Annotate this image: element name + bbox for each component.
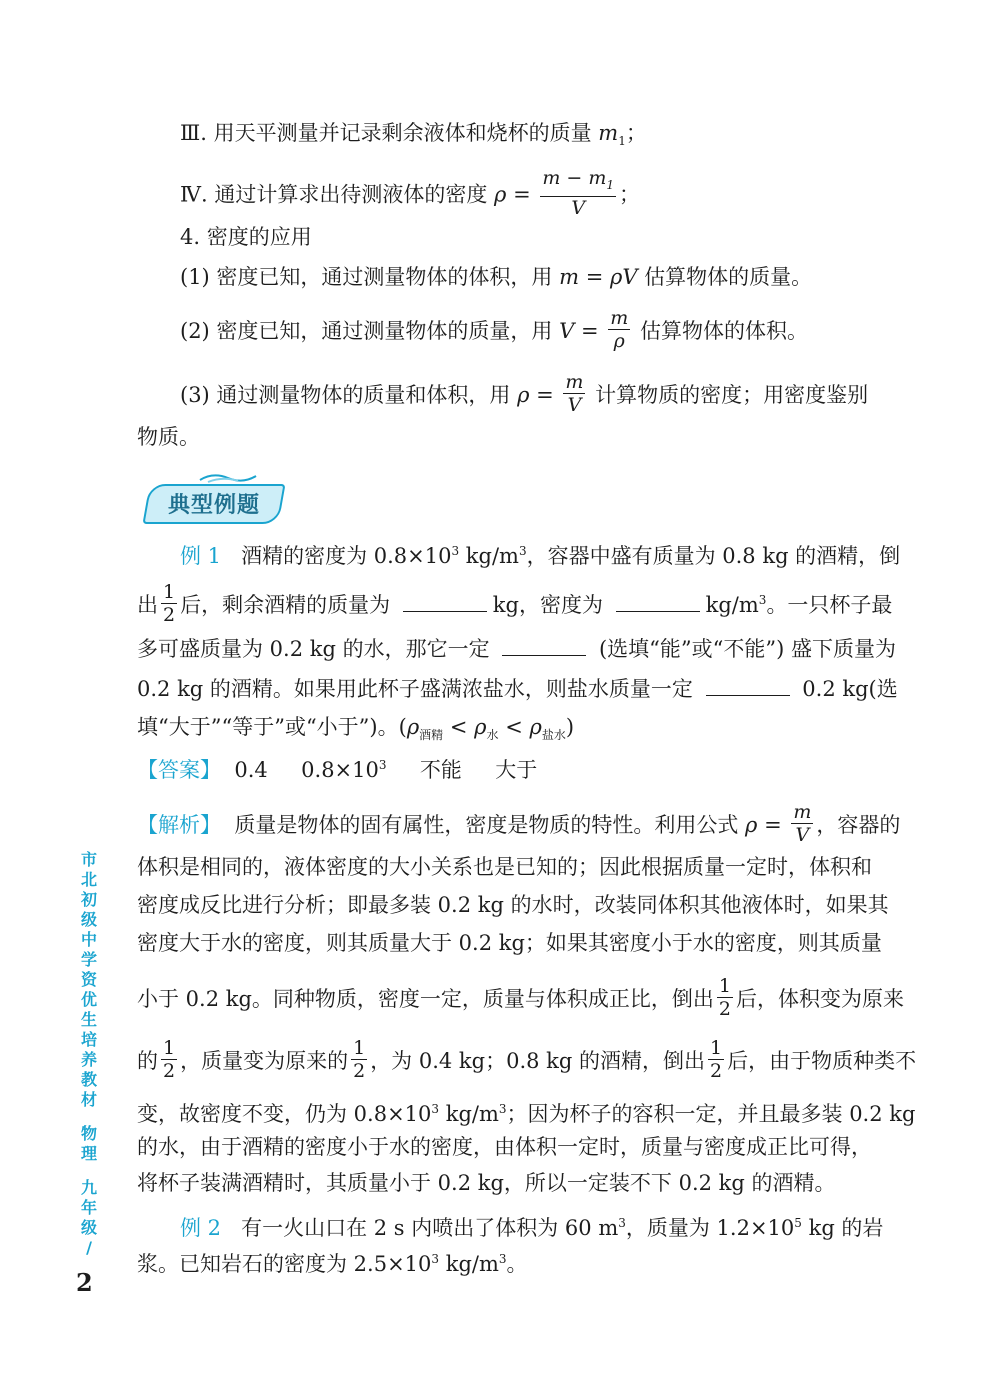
example-2-label: 例 2	[180, 1216, 222, 1240]
analysis-line-3: 密度成反比进行分析；即最多装 0.2 kg 的水时，改装同体积其他液体时，如果其	[137, 893, 889, 917]
analysis-line-9: 将杯子装满酒精时，其质量小于 0.2 kg，所以一定装不下 0.2 kg 的酒精。	[137, 1171, 836, 1195]
analysis-line-6: 的 $\frac{1}{2}$ ，质量变为原来的 $\frac{1}{2}$ ，为 0.4 kg；0.8 kg 的酒精，倒出 $\frac{1}{2}$ 后，由于物质种类不	[137, 1037, 917, 1082]
answer-label: 【答案】	[137, 758, 221, 782]
density-fraction: $\frac{m - m_1}{V}$	[542, 167, 615, 219]
step-3: Ⅲ. 用天平测量并记录剩余液体和烧杯的质量 $m_1$；	[180, 121, 647, 149]
analysis-label: 【解析】	[137, 813, 221, 837]
analysis-line-7: 变，故密度不变，仍为 $0.8\times 10^3$ $kg/m^3$；因为杯子的容积一定，并且最多装 0.2 kg	[137, 1102, 916, 1126]
volume-fraction: $\frac{m}{\rho}$	[610, 307, 629, 352]
example-1-label: 例 1	[180, 544, 222, 568]
answer-blank-2[interactable]	[616, 591, 700, 612]
example-2-line-1: 例 2 有一火山口在 2 s 内喷出了体积为 60 $m^3$，质量为 $1.2\times 10^5$ kg 的岩	[180, 1216, 884, 1240]
example-2-line-2: 浆。已知岩石的密度为 $2.5\times 10^3$ $kg/m^3$。	[137, 1252, 528, 1276]
page-number: 2	[76, 1268, 93, 1297]
example-1-line-4: 0.2 kg 的酒精。如果用此杯子盛满浓盐水，则盐水质量一定 0.2 kg(选	[137, 677, 898, 701]
section-4-title: 4. 密度的应用	[180, 225, 312, 249]
section-4-item-3-cont: 物质。	[137, 425, 200, 449]
heading-title: 典型例题	[168, 493, 261, 518]
section-4-item-3: (3) 通过测量物体的质量和体积，用 ρ = $\frac{m}{V}$ 计算物质的密度；用密度鉴别	[180, 371, 869, 416]
example-1-line-2: 出 $\frac{1}{2}$ 后，剩余酒精的质量为 kg，密度为 $kg/m^3$。一只杯子最	[137, 581, 893, 626]
rho-fraction: $\frac{m}{V}$	[565, 371, 584, 416]
answer-blank-3[interactable]	[502, 635, 586, 656]
answer-blank-4[interactable]	[706, 675, 790, 696]
analysis-line-4: 密度大于水的密度，则其质量大于 0.2 kg；如果其密度小于水的密度，则其质量	[137, 931, 882, 955]
section-heading	[136, 470, 286, 526]
section-4-item-1: (1) 密度已知，通过测量物体的体积，用 m = ρV 估算物体的质量。	[180, 265, 813, 289]
analysis-line-2: 体积是相同的，液体密度的大小关系也是已知的；因此根据质量一定时，体积和	[137, 855, 872, 879]
example-1-line-1: 例 1 酒精的密度为 $0.8\times 10^3$ $kg/m^3$，容器中盛有质量为 0.8 kg 的酒精，倒	[180, 544, 901, 568]
analysis-line-5: 小于 0.2 kg。同种物质，密度一定，质量与体积成正比，倒出 $\frac{1}{2}$ 后，体积变为原来	[137, 975, 905, 1020]
analysis-line-8: 的水，由于酒精的密度小于水的密度，由体积一定时，质量与密度成正比可得，	[137, 1135, 872, 1159]
step-4: Ⅳ. 通过计算求出待测液体的密度 ρ = $\frac{m - m_1}{V}$ ；	[180, 167, 641, 219]
answer-blank-1[interactable]	[403, 591, 487, 612]
side-book-title: 市 北 初 级 中 学 资 优 生 培 养 教 材 物 理 九 年 级 /	[80, 850, 97, 1257]
analysis-line-1: 【解析】 质量是物体的固有属性，密度是物质的特性。利用公式 ρ = $\frac{m}{V}$ ，容器的	[137, 801, 901, 846]
example-1-line-3: 多可盛质量为 0.2 kg 的水，那它一定 (选填“能”或“不能”) 盛下质量为	[137, 637, 896, 661]
answer-line: 【答案】 0.4 $0.8\times 10^3$ 不能 大于	[137, 758, 538, 782]
section-4-item-2: (2) 密度已知，通过测量物体的质量，用 V = $\frac{m}{\rho}$ 估算物体的体积。	[180, 307, 808, 352]
example-1-line-5: 填“大于”“等于”或“小于”)。$(\rho_{酒精} < \rho_水 < \rho_{盐水})$	[137, 715, 575, 743]
